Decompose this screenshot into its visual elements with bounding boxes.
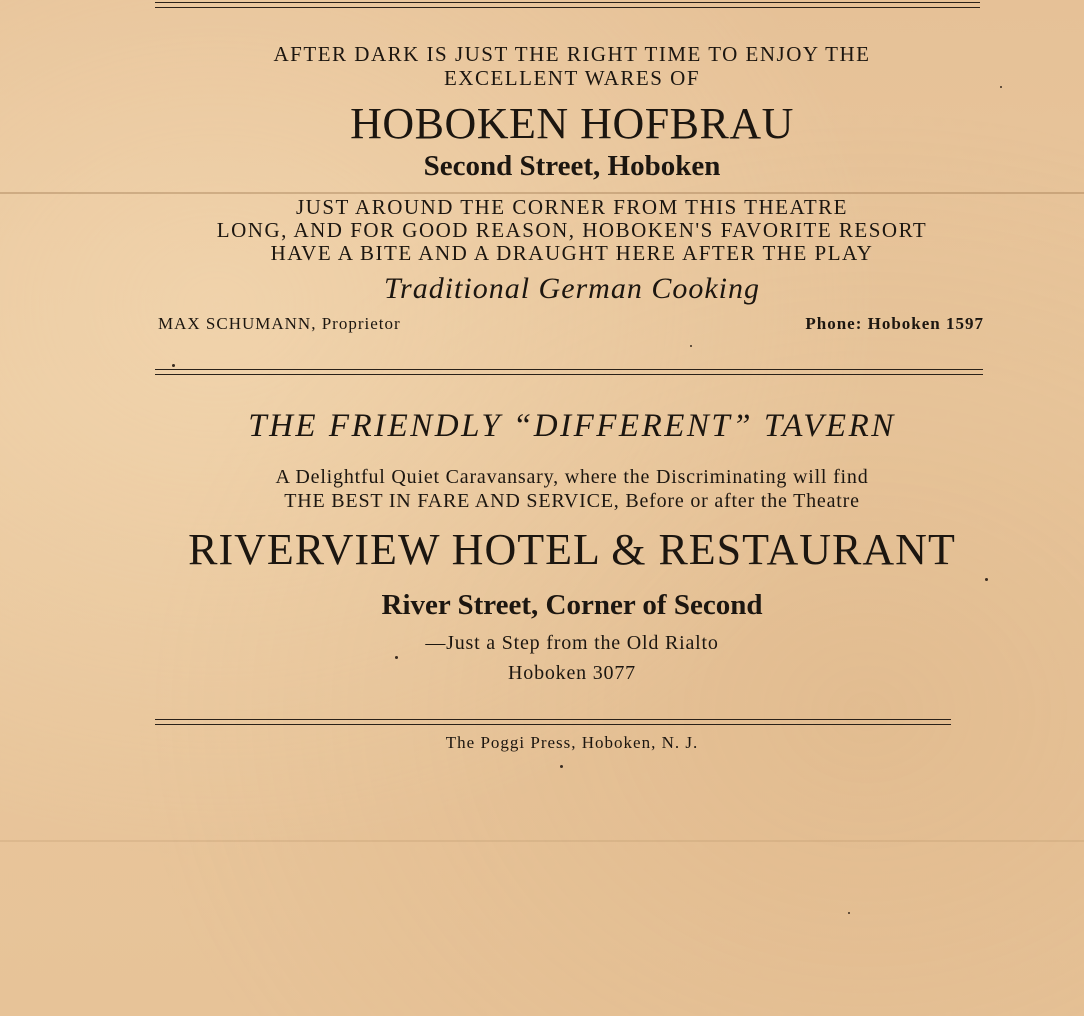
divider-rule-1-inner [155,374,983,375]
paper-speck [560,765,563,768]
paper-fold-upper [0,192,1084,194]
divider-rule-1 [155,369,983,370]
ad2-phone: Hoboken 3077 [508,662,636,684]
ad1-intro-line1: AFTER DARK IS JUST THE RIGHT TIME TO ENJOY THE [273,42,871,66]
ad1-line-a: JUST AROUND THE CORNER FROM THIS THEATRE [295,195,848,219]
ad1-address: Second Street, Hoboken [423,150,721,182]
printer-credit: The Poggi Press, Hoboken, N. J. [445,733,699,752]
divider-rule-2-inner [155,724,951,725]
paper-speck [690,345,692,347]
ad2-desc-line2: THE BEST IN FARE AND SERVICE, Before or after the Theatre [284,490,860,512]
paper-speck [172,364,175,367]
ad1-business-name: HOBOKEN HOFBRAU [350,99,794,148]
paper-speck [985,578,988,581]
ad2-address: River Street, Corner of Second [381,589,763,621]
paper-fold-lower [0,840,1084,842]
ad1-tagline: Traditional German Cooking [383,272,761,305]
divider-rule-2 [155,719,951,720]
ad1-line-c: HAVE A BITE AND A DRAUGHT HERE AFTER THE PLAY [270,241,874,265]
ad2-note: —Just a Step from the Old Rialto [425,632,719,654]
ad1-phone: Phone: Hoboken 1597 [805,314,984,333]
paper-speck [848,912,850,914]
ad1-line-b: LONG, AND FOR GOOD REASON, HOBOKEN'S FAVORITE RESORT [216,218,928,242]
top-rule [155,2,980,3]
ad2-desc-line1: A Delightful Quiet Caravansary, where the Discriminating will find [275,466,869,488]
ad1-proprietor: MAX SCHUMANN, Proprietor [158,314,401,333]
paper-speck [1000,86,1002,88]
paper-speck [395,656,398,659]
ad1-intro-line2: EXCELLENT WARES OF [443,66,701,90]
ad2-business-name: RIVERVIEW HOTEL & RESTAURANT [188,525,956,574]
top-rule-inner [155,7,980,8]
ad2-headline: THE FRIENDLY “DIFFERENT” TAVERN [248,408,896,444]
